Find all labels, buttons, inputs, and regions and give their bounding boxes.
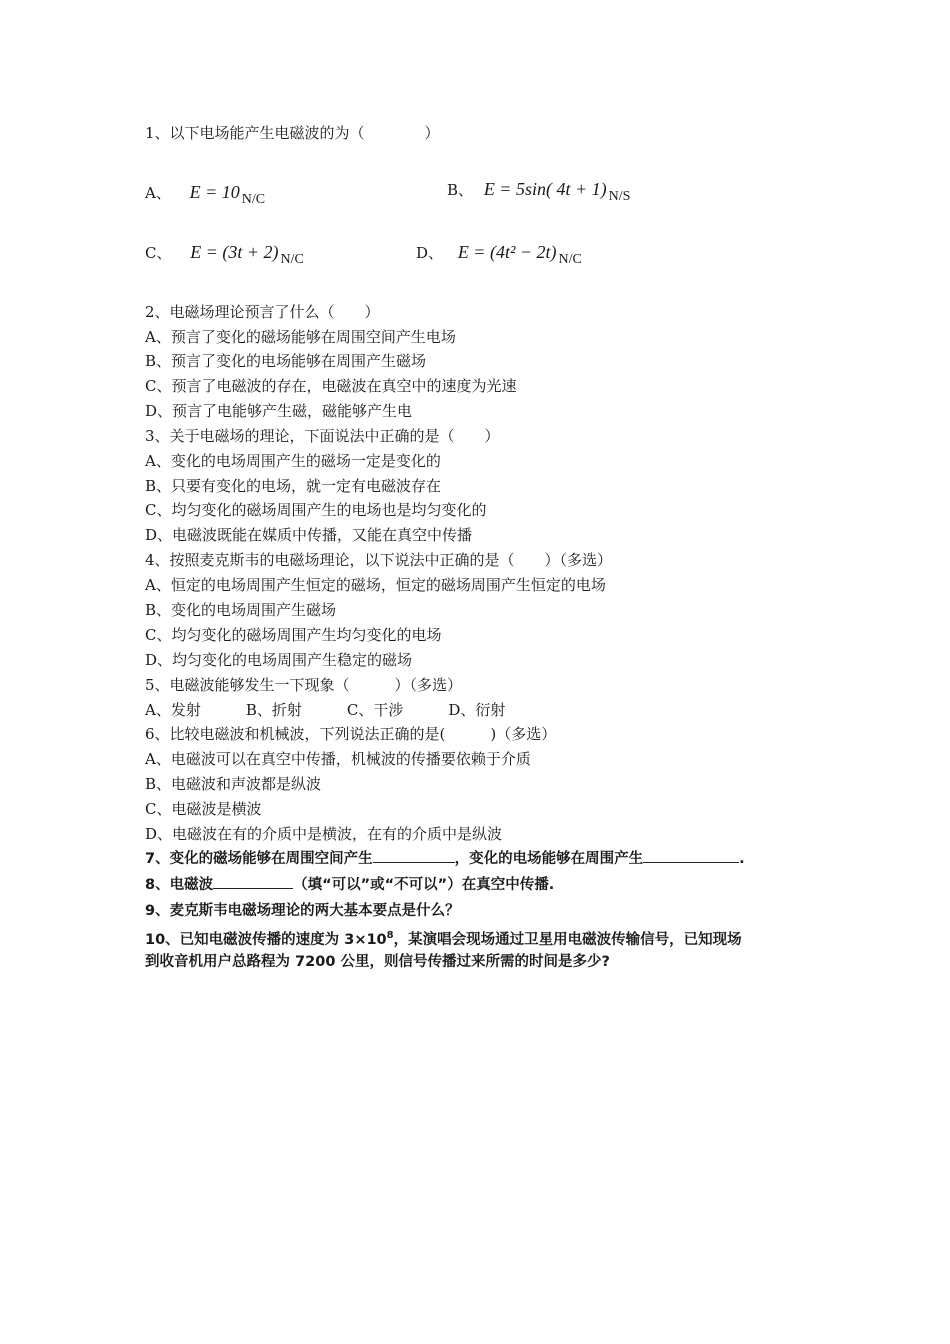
text-line: A、电磁波可以在真空中传播，机械波的传播要依赖于介质 <box>145 750 531 768</box>
formula: E = (4t² − 2t) <box>457 242 557 262</box>
option-letter: B、 <box>447 181 474 199</box>
answer-blank[interactable] <box>643 848 739 863</box>
text-line: B、电磁波和声波都是纵波 <box>145 775 322 793</box>
question-8 <box>145 874 554 895</box>
question-10-line-1 <box>145 926 742 950</box>
q1-option-d <box>416 241 582 266</box>
text-line: A、发射 B、折射 C、干涉 D、衍射 <box>145 701 506 719</box>
q7-text-c: . <box>739 851 745 867</box>
unit: N/C <box>241 192 266 207</box>
text-line: 4、按照麦克斯韦的电磁场理论，以下说法中正确的是（ ）（多选） <box>145 551 613 569</box>
q1-option-b <box>447 178 630 203</box>
unit: N/C <box>558 252 582 267</box>
text-line: 6、比较电磁波和机械波，下列说法正确的是( )（多选） <box>145 725 557 743</box>
text-line: D、电磁波在有的介质中是横波，在有的介质中是纵波 <box>145 825 503 843</box>
text-line: 2、电磁场理论预言了什么（ ） <box>145 303 380 321</box>
text-line: C、电磁波是横波 <box>145 800 262 818</box>
option-letter: C、 <box>145 244 172 262</box>
q8-text-a: 8、电磁波 <box>145 877 214 893</box>
text-line: B、只要有变化的电场，就一定有电磁波存在 <box>145 477 442 495</box>
text-line: 3、关于电磁场的理论，下面说法中正确的是（ ） <box>145 427 500 445</box>
option-letter: A、 <box>145 184 171 202</box>
text-line: A、变化的电场周围产生的磁场一定是变化的 <box>145 452 441 470</box>
formula: E = (3t + 2) <box>190 242 279 262</box>
q8-text-b: （填“可以”或“不可以”）在真空中传播. <box>293 877 555 893</box>
option-letter: D、 <box>416 244 444 262</box>
text-line: C、预言了电磁波的存在，电磁波在真空中的速度为光速 <box>145 377 517 395</box>
question-9: 9、麦克斯韦电磁场理论的两大基本要点是什么？ <box>145 903 460 919</box>
text-line: 5、电磁波能够发生一下现象（ ）（多选） <box>145 676 463 694</box>
question-10-line-2: 到收音机用户总路程为 7200 公里，则信号传播过来所需的时间是多少? <box>145 954 610 970</box>
unit: N/C <box>280 252 304 267</box>
question-7 <box>145 848 745 869</box>
q10-text-a: 10、已知电磁波传播的速度为 3×10 <box>145 931 387 948</box>
text-line: C、均匀变化的磁场周围产生均匀变化的电场 <box>145 626 442 644</box>
formula: E = 5sin( 4t + 1) <box>483 179 607 199</box>
q1-option-c <box>145 241 304 266</box>
answer-blank[interactable] <box>373 848 455 863</box>
text-line: C、均匀变化的磁场周围产生的电场也是均匀变化的 <box>145 501 487 519</box>
q10-exponent: 8 <box>386 930 394 941</box>
question-1-stem: 1、以下电场能产生电磁波的为（ ） <box>145 124 440 142</box>
answer-blank[interactable] <box>213 874 293 889</box>
q10-text-b: ，某演唱会现场通过卫星用电磁波传输信号，已知现场 <box>393 931 742 948</box>
text-line: D、均匀变化的电场周围产生稳定的磁场 <box>145 651 413 669</box>
unit: N/S <box>608 189 631 204</box>
text-line: B、预言了变化的电场能够在周围产生磁场 <box>145 352 427 370</box>
q7-text-b: ，变化的电场能够在周围产生 <box>454 851 644 867</box>
q1-option-a <box>145 181 265 206</box>
text-line: D、预言了电能够产生磁，磁能够产生电 <box>145 402 413 420</box>
text-line: B、变化的电场周围产生磁场 <box>145 601 337 619</box>
text-line: A、预言了变化的磁场能够在周围空间产生电场 <box>145 328 456 346</box>
q7-text-a: 7、变化的磁场能够在周围空间产生 <box>145 851 373 867</box>
text-line: D、电磁波既能在媒质中传播，又能在真空中传播 <box>145 526 473 544</box>
formula: E = 10 <box>189 182 240 202</box>
text-line: A、恒定的电场周围产生恒定的磁场，恒定的磁场周围产生恒定的电场 <box>145 576 606 594</box>
